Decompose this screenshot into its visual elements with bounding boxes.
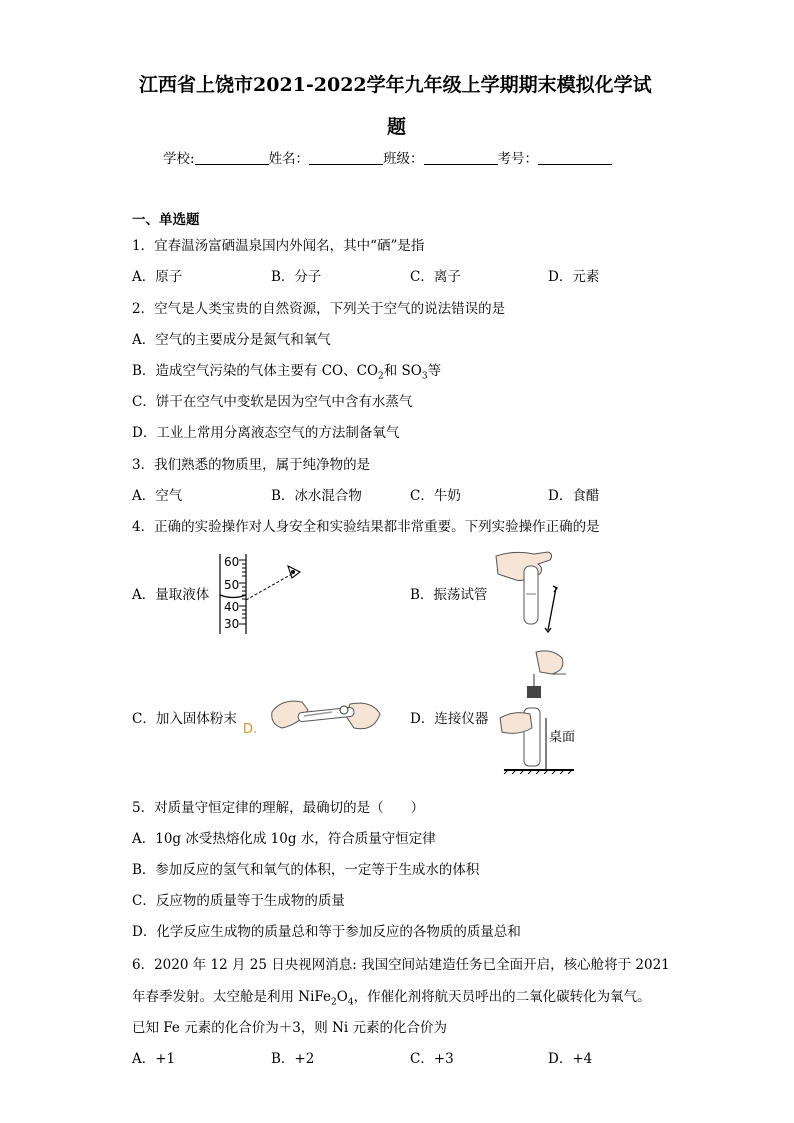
q2-b-sub2: 3 [421,371,428,382]
school-label: 学校: [163,151,195,167]
q5-option-d[interactable]: D．化学反应生成物的质量总和等于参加反应的各物质的质量总和 [132,924,521,940]
desk-label: 桌面 [549,730,576,745]
q1-option-d[interactable]: D．元素 [548,269,600,285]
school-field[interactable] [195,151,269,165]
q5-stem: 5．对质量守恒定律的理解，最确切的是（ ） [132,800,425,816]
q4-option-b[interactable]: B．振荡试管 [410,587,488,603]
q6-option-c[interactable]: C．+3 [410,1051,454,1067]
q2-b-post: 等 [427,363,442,379]
student-info-line [163,147,612,167]
q2-option-d[interactable]: D．工业上常用分离液态空气的方法制备氧气 [132,425,400,441]
q4-option-c[interactable]: C．加入固体粉末 [132,711,237,727]
q6-option-b[interactable]: B．+2 [271,1051,315,1067]
q6-line2-text: 年春季发射。太空舱是利用 NiFe [132,989,332,1005]
q3-option-c[interactable]: C．牛奶 [410,488,461,504]
q2-stem: 2．空气是人类宝贵的自然资源，下列关于空气的说法错误的是 [132,301,506,317]
q2-b-sub1: 2 [378,371,384,382]
name-field[interactable] [309,151,383,165]
q2-option-a[interactable]: A．空气的主要成分是氮气和氧气 [132,332,331,348]
cylinder-tick-60: 60 [224,555,240,569]
figure-letter-d: D. [243,722,258,737]
q2-option-c[interactable]: C．饼干在空气中变软是因为空气中含有水蒸气 [132,394,413,410]
name-label: 姓名： [268,151,310,167]
page-title-line2: 题 [387,116,407,138]
cylinder-tick-50: 50 [224,578,240,592]
exam-no-label: 考号： [497,151,539,167]
q4-option-a[interactable]: A．量取液体 [132,587,210,603]
connecting-apparatus-figure [496,648,576,774]
page-title-line1: 江西省上饶市2021-2022学年九年级上学期期末模拟化学试 [139,74,652,96]
section-heading: 一、单选题 [132,212,200,228]
q6-line2-sub2: 4 [347,997,354,1008]
q1-stem: 1．宜春温汤富硒温泉国内外闻名，其中“硒”是指 [132,238,425,254]
q3-option-a[interactable]: A．空气 [132,488,183,504]
shaking-test-tube-figure [494,548,566,634]
q5-option-c[interactable]: C．反应物的质量等于生成物的质量 [132,893,345,909]
q6-option-a[interactable]: A．+1 [132,1051,176,1067]
q6-option-d[interactable]: D．+4 [548,1051,593,1067]
q6-line2-mid: O [336,989,348,1005]
q1-option-c[interactable]: C．离子 [410,269,461,285]
q3-stem: 3．我们熟悉的物质里，属于纯净物的是 [132,457,371,473]
q2-b-mid: 和 SO [383,363,422,379]
cylinder-tick-40: 40 [224,600,240,614]
q5-option-a[interactable]: A．10g 冰受热熔化成 10g 水，符合质量守恒定律 [132,831,436,847]
exam-no-field[interactable] [538,151,612,165]
q1-option-b[interactable]: B．分子 [271,269,322,285]
q6-line1: 6．2020 年 12 月 25 日央视网消息: 我国空间站建造任务已全面开启，核心舱将于 2021 [132,957,670,973]
q1-option-a[interactable]: A．原子 [132,269,183,285]
adding-powder-figure [262,694,386,740]
q6-line2-post: ，作催化剂将航天员呼出的二氧化碳转化为氧气。 [353,989,651,1005]
cylinder-tick-30: 30 [224,617,240,631]
q4-option-d[interactable]: D．连接仪器 [410,711,489,727]
q6-line2-sub1: 2 [331,997,337,1008]
q2-b-text: B．造成空气污染的气体主要有 CO、CO [132,363,379,379]
q5-option-b[interactable]: B．参加反应的氢气和氧气的体积，一定等于生成水的体积 [132,862,480,878]
class-label: 班级： [383,151,424,167]
q3-option-d[interactable]: D．食醋 [548,488,600,504]
class-field[interactable] [424,151,498,165]
q6-line2 [132,985,651,1008]
q3-option-b[interactable]: B．冰水混合物 [271,488,362,504]
q6-line3: 已知 Fe 元素的化合价为＋3，则 Ni 元素的化合价为 [132,1020,448,1036]
q4-stem: 4．正确的实验操作对人身安全和实验结果都非常重要。下列实验操作正确的是 [132,519,600,535]
q2-option-b[interactable] [132,359,442,382]
